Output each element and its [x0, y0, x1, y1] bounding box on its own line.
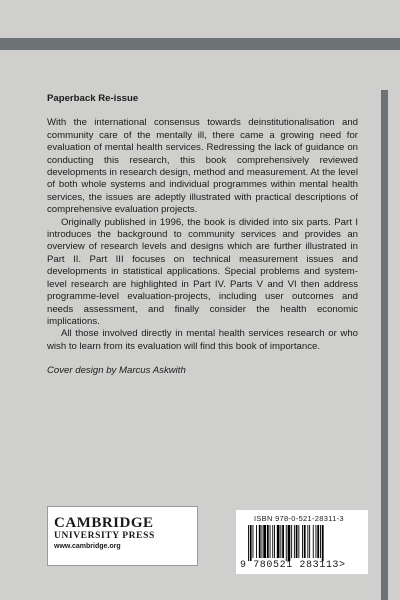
- barcode-bar: [274, 525, 275, 558]
- barcode-bar: [307, 525, 308, 558]
- side-accent-bar: [381, 90, 388, 600]
- barcode-bar: [250, 525, 252, 561]
- barcode-bar: [294, 525, 295, 558]
- top-accent-stripe: [0, 38, 400, 50]
- barcode-bar: [256, 525, 257, 558]
- barcode-bar: [267, 525, 269, 558]
- blurb-section: [47, 93, 358, 378]
- barcode-bar: [313, 525, 314, 558]
- barcode-bar: [248, 525, 249, 561]
- barcode-bar: [302, 525, 303, 558]
- barcode-bar: [291, 525, 292, 558]
- barcode-bar: [282, 525, 284, 558]
- publisher-logo-text: CAMBRIDGE: [54, 515, 154, 531]
- barcode-box: [236, 510, 368, 574]
- barcode-bar: [259, 525, 261, 558]
- barcode-bar: [320, 525, 321, 558]
- barcode-bar: [263, 525, 266, 558]
- barcode-bar: [286, 525, 287, 561]
- barcode-bar: [317, 525, 319, 558]
- barcode-bar: [304, 525, 306, 558]
- barcode-bar: [253, 525, 254, 558]
- barcode-bar: [262, 525, 263, 558]
- blurb-paragraph-1: With the international consensus towards deinstitutionalisation and community care of the mentally ill, there came a growing need for evaluation of mental health services. Redressing the lack of guidance on conducting this research, this book comprehensively reviewed developments in research design, method and measurement. At the level of both whole systems and individual programmes within mental health services, the issues are adeptly illustrated with practical descriptions of comprehensive evaluation projects.: [47, 117, 358, 216]
- publisher-name: UNIVERSITY PRESS: [54, 531, 155, 541]
- barcode-bar: [288, 525, 291, 561]
- barcode-bar: [272, 525, 273, 558]
- isbn-label: ISBN 978-0-521-28311-3: [254, 514, 344, 523]
- barcode-bar: [296, 525, 298, 558]
- blurb-paragraph-3: All those involved directly in mental health services research or who wish to learn from its evaluation will find this book of importance.: [47, 328, 358, 352]
- barcode-bar: [316, 525, 317, 558]
- barcode-arrow: >: [339, 560, 346, 571]
- reissue-heading: Paperback Re-issue: [47, 93, 139, 104]
- barcode-digits: [240, 560, 346, 571]
- barcode-bar: [280, 525, 281, 558]
- barcode-icon: [248, 525, 356, 561]
- barcode-bar: [277, 525, 280, 558]
- barcode-bar: [322, 525, 324, 561]
- cover-design-credit: Cover design by Marcus Askwith: [47, 365, 186, 377]
- barcode-bar: [309, 525, 310, 558]
- barcode-bar: [298, 525, 299, 558]
- publisher-logo-box: [47, 506, 198, 566]
- barcode-number: 9 780521 283113: [240, 560, 340, 571]
- barcode-bar: [270, 525, 271, 558]
- publisher-url: www.cambridge.org: [54, 543, 121, 550]
- blurb-paragraph-2: Originally published in 1996, the book is divided into six parts. Part I introduces the background to community services and provides an overview of research levels and designs which are further illustrated in Part II. Part III focuses on technical measurement issues and developments in statistical applications. Special problems and system-level research are highlighted in Part IV. Parts V and VI then address programme-level evaluation-projects, including user outcomes and needs assessment, and finally consider the health economic implications.: [47, 216, 358, 327]
